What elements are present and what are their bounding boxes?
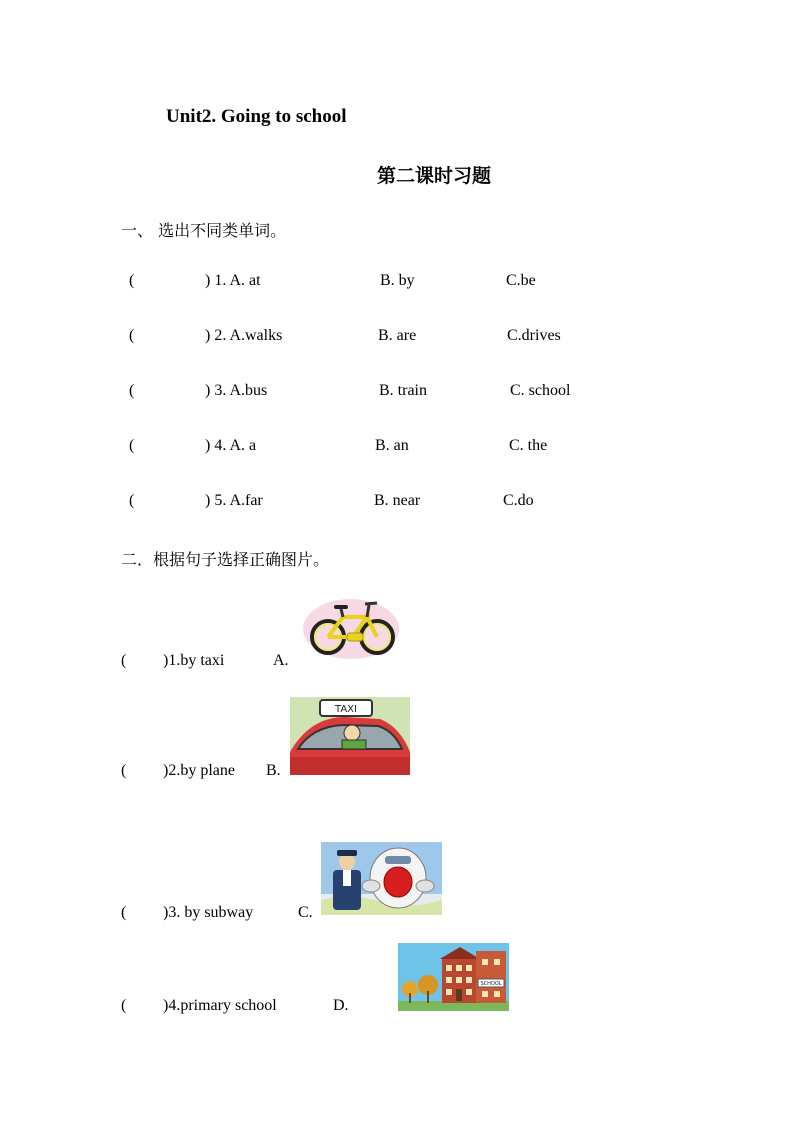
question-option-a: ) 4. A. a — [205, 437, 257, 454]
answer-paren[interactable]: ( — [129, 492, 135, 509]
match-text: )3. by subway — [163, 904, 254, 921]
question-option-c: C.drives — [507, 327, 561, 344]
question-option-a: ) 2. A.walks — [205, 327, 283, 344]
answer-paren[interactable]: ( — [129, 437, 135, 454]
question-option-b: B. near — [374, 492, 421, 509]
page-subtitle: 第二课时习题 — [377, 166, 492, 187]
answer-paren[interactable]: ( — [121, 997, 127, 1014]
pilot-airplane-picture — [321, 842, 442, 915]
answer-paren[interactable]: ( — [129, 327, 135, 344]
answer-paren[interactable]: ( — [121, 652, 127, 669]
taxi-picture — [290, 697, 410, 775]
picture-letter: D. — [333, 997, 349, 1014]
section2-heading: 二．根据句子选择正确图片。 — [121, 550, 330, 569]
answer-paren[interactable]: ( — [121, 762, 127, 779]
picture-letter: C. — [298, 904, 313, 921]
question-option-b: B. train — [379, 382, 427, 399]
match-text: )1.by taxi — [163, 652, 225, 669]
question-option-b: B. are — [378, 327, 417, 344]
question-option-c: C. school — [510, 382, 571, 399]
bicycle-picture — [303, 593, 400, 660]
page-title: Unit2. Going to school — [166, 106, 347, 127]
answer-paren[interactable]: ( — [121, 904, 127, 921]
question-option-c: C.be — [506, 272, 536, 289]
question-option-c: C. the — [509, 437, 548, 454]
answer-paren[interactable]: ( — [129, 382, 135, 399]
question-option-a: ) 5. A.far — [205, 492, 263, 509]
question-option-b: B. by — [380, 272, 415, 289]
question-option-b: B. an — [375, 437, 409, 454]
match-text: )4.primary school — [163, 997, 277, 1014]
picture-letter: B. — [266, 762, 281, 779]
section1-heading: 一、 选出不同类单词。 — [121, 221, 287, 240]
question-option-a: ) 1. A. at — [205, 272, 261, 289]
school-picture — [398, 943, 509, 1011]
match-text: )2.by plane — [163, 762, 235, 779]
taxi-sign-text: TAXI — [335, 704, 357, 715]
school-sign-text: SCHOOL — [480, 981, 502, 987]
question-option-c: C.do — [503, 492, 534, 509]
picture-letter: A. — [273, 652, 289, 669]
question-option-a: ) 3. A.bus — [205, 382, 268, 399]
answer-paren[interactable]: ( — [129, 272, 135, 289]
